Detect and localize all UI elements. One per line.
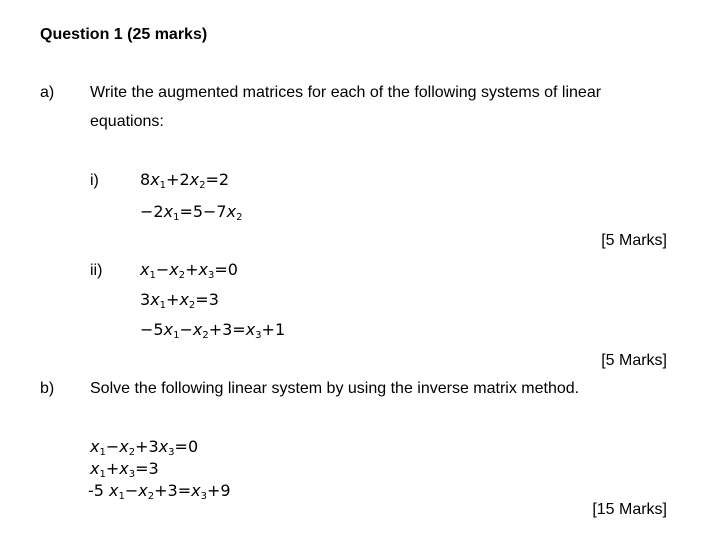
sub-ii-marks: [5 Marks] xyxy=(601,352,667,369)
part-b-equation-2: $x_1+x_3=3$ xyxy=(90,459,159,480)
part-b-letter: b) xyxy=(40,380,55,397)
sub-ii-equation-3: $-5x_1-x_2+3=x_3+1$ xyxy=(140,320,286,341)
part-a-letter: a) xyxy=(40,84,55,101)
part-b-marks: [15 Marks] xyxy=(592,501,667,518)
question-title: Question 1 (25 marks) xyxy=(40,26,208,43)
sub-i-equation-1: $8x_1+2x_2=2$ xyxy=(140,170,230,191)
sub-ii-equation-2: $3x_1+x_2=3$ xyxy=(140,290,219,311)
sub-i-equation-2: $-2x_1=5-7x_2$ xyxy=(140,202,243,223)
sub-i-label: i) xyxy=(90,172,99,189)
part-a-instruction-line2: equations: xyxy=(90,113,164,130)
part-b-instruction: Solve the following linear system by using the inverse matrix method. xyxy=(90,380,580,397)
sub-i-marks: [5 Marks] xyxy=(601,232,667,249)
sub-ii-label: ii) xyxy=(90,262,103,279)
sub-ii-equation-1: $x_1-x_2+x_3=0$ xyxy=(140,260,238,281)
part-b-equation-3: -5 $x_1-x_2+3=x_3+9$ xyxy=(88,481,231,502)
part-a-instruction-line1: Write the augmented matrices for each of the following systems of linear xyxy=(90,84,602,101)
part-b-equation-1: $x_1-x_2+3x_3=0$ xyxy=(90,437,199,458)
